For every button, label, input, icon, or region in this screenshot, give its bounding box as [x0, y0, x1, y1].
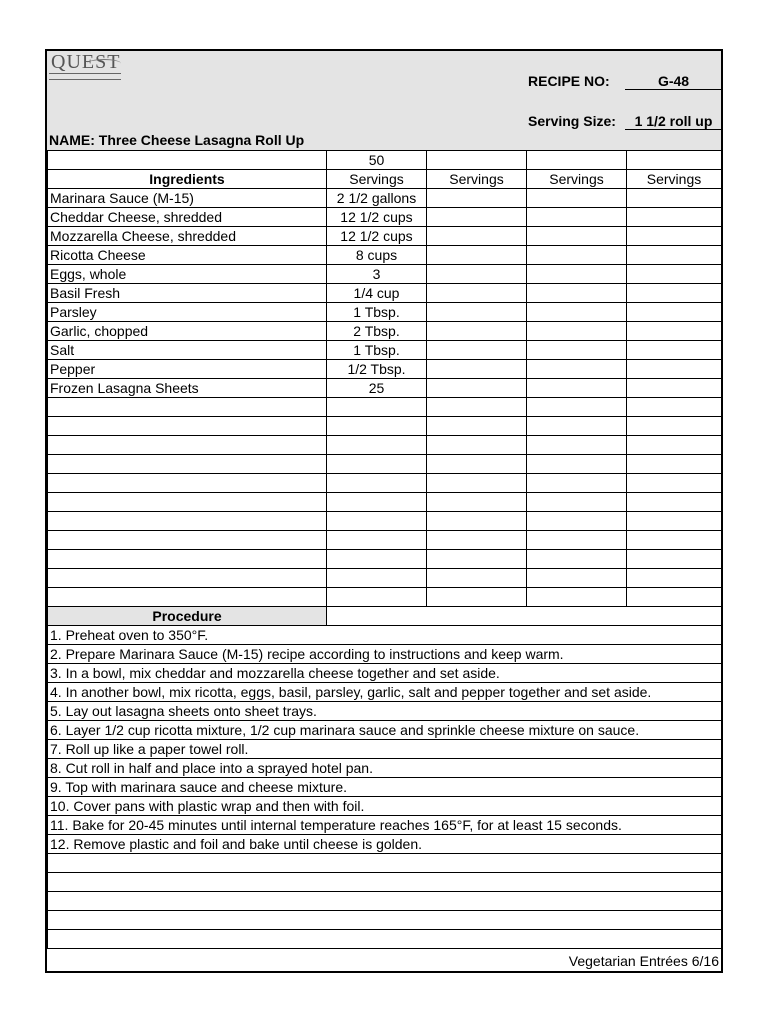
empty-cell [327, 512, 427, 531]
ingredient-row [48, 227, 722, 246]
empty-cell [48, 911, 722, 930]
procedure-step-row [48, 645, 722, 664]
recipe-no-value: G-48 [625, 73, 722, 90]
empty-cell [627, 569, 722, 588]
empty-cell [627, 398, 722, 417]
ingredient-amount: 1 Tbsp. [327, 341, 427, 360]
ingredient-amount: 12 1/2 cups [327, 227, 427, 246]
empty-cell [48, 512, 327, 531]
empty-cell [627, 303, 722, 322]
servings-header: Servings [427, 170, 527, 189]
empty-cell [627, 455, 722, 474]
empty-cell [527, 246, 627, 265]
blank-row [48, 474, 722, 493]
empty-cell [427, 493, 527, 512]
empty-cell [327, 474, 427, 493]
ingredient-name: Ricotta Cheese [48, 246, 327, 265]
ingredient-name: Pepper [48, 360, 327, 379]
empty-cell [427, 531, 527, 550]
ingredient-row [48, 379, 722, 398]
empty-cell [627, 417, 722, 436]
blank-row [48, 436, 722, 455]
empty-cell [427, 569, 527, 588]
empty-cell [427, 189, 527, 208]
empty-cell [627, 265, 722, 284]
empty-cell [427, 151, 527, 170]
empty-cell [48, 531, 327, 550]
empty-cell [327, 607, 722, 626]
ingredient-amount: 2 Tbsp. [327, 322, 427, 341]
procedure-heading-row [48, 607, 722, 626]
empty-cell [527, 265, 627, 284]
empty-cell [627, 531, 722, 550]
footer-label: Vegetarian Entrées 6/16 [568, 953, 719, 969]
ingredient-row [48, 303, 722, 322]
serving-size-label: Serving Size: [528, 113, 616, 129]
empty-cell [327, 531, 427, 550]
ingredient-name: Eggs, whole [48, 265, 327, 284]
empty-cell [527, 322, 627, 341]
ingredient-row [48, 246, 722, 265]
blank-row [48, 398, 722, 417]
ingredient-name: Basil Fresh [48, 284, 327, 303]
ingredient-amount: 1/4 cup [327, 284, 427, 303]
empty-cell [427, 512, 527, 531]
recipe-name [49, 132, 304, 148]
empty-cell [627, 512, 722, 531]
recipe-header [47, 51, 721, 150]
ingredient-row [48, 322, 722, 341]
empty-cell [427, 322, 527, 341]
empty-cell [527, 512, 627, 531]
empty-cell [427, 341, 527, 360]
ingredient-amount: 8 cups [327, 246, 427, 265]
ingredient-amount: 25 [327, 379, 427, 398]
ingredient-amount: 1 Tbsp. [327, 303, 427, 322]
empty-cell [48, 930, 722, 949]
empty-cell [527, 493, 627, 512]
empty-cell [527, 360, 627, 379]
empty-cell [327, 455, 427, 474]
procedure-step-row [48, 778, 722, 797]
ingredient-name: Cheddar Cheese, shredded [48, 208, 327, 227]
procedure-step: 8. Cut roll in half and place into a sprayed hotel pan. [48, 759, 722, 778]
empty-cell [327, 588, 427, 607]
empty-cell [427, 436, 527, 455]
ingredient-row [48, 284, 722, 303]
procedure-step-row [48, 702, 722, 721]
procedure-step-row [48, 759, 722, 778]
ingredient-row [48, 265, 722, 284]
empty-cell [627, 189, 722, 208]
empty-cell [48, 569, 327, 588]
recipe-no-label: RECIPE NO: [528, 73, 610, 89]
empty-cell [527, 303, 627, 322]
servings-header: Servings [527, 170, 627, 189]
empty-cell [627, 208, 722, 227]
procedure-step-row [48, 835, 722, 854]
ingredient-name: Frozen Lasagna Sheets [48, 379, 327, 398]
procedure-step: 6. Layer 1/2 cup ricotta mixture, 1/2 cup marinara sauce and sprinkle cheese mixture on sauce. [48, 721, 722, 740]
ingredient-row [48, 341, 722, 360]
ingredient-name: Salt [48, 341, 327, 360]
empty-cell [427, 246, 527, 265]
empty-cell [48, 588, 327, 607]
procedure-step-row [48, 797, 722, 816]
empty-cell [427, 417, 527, 436]
ingredient-name: Parsley [48, 303, 327, 322]
blank-row [48, 512, 722, 531]
servings-header: Servings [627, 170, 722, 189]
empty-cell [627, 227, 722, 246]
ingredient-row [48, 208, 722, 227]
ingredient-row [48, 360, 722, 379]
ingredient-row [48, 189, 722, 208]
procedure-step: 5. Lay out lasagna sheets onto sheet trays. [48, 702, 722, 721]
empty-cell [627, 436, 722, 455]
empty-cell [48, 436, 327, 455]
empty-cell [527, 379, 627, 398]
empty-cell [427, 379, 527, 398]
empty-cell [527, 569, 627, 588]
empty-cell [48, 398, 327, 417]
empty-cell [527, 341, 627, 360]
servings-count: 50 [327, 151, 427, 170]
empty-cell [48, 854, 722, 873]
procedure-step: 10. Cover pans with plastic wrap and then with foil. [48, 797, 722, 816]
ingredient-amount: 3 [327, 265, 427, 284]
empty-cell [427, 588, 527, 607]
empty-cell [527, 189, 627, 208]
procedure-step-row [48, 626, 722, 645]
ingredient-name: Mozzarella Cheese, shredded [48, 227, 327, 246]
procedure-step: 1. Preheat oven to 350°F. [48, 626, 722, 645]
procedure-step-row [48, 721, 722, 740]
empty-cell [427, 284, 527, 303]
empty-cell [527, 550, 627, 569]
empty-cell [527, 227, 627, 246]
empty-cell [527, 436, 627, 455]
column-header-row [48, 170, 722, 189]
procedure-step: 12. Remove plastic and foil and bake until cheese is golden. [48, 835, 722, 854]
empty-cell [527, 474, 627, 493]
logo-text: QUEST [51, 51, 121, 73]
ingredient-amount: 2 1/2 gallons [327, 189, 427, 208]
empty-cell [627, 246, 722, 265]
blank-row [48, 417, 722, 436]
empty-cell [427, 550, 527, 569]
empty-cell [427, 227, 527, 246]
empty-cell [527, 151, 627, 170]
procedure-step-row [48, 683, 722, 702]
recipe-sheet [45, 49, 723, 973]
empty-cell [427, 265, 527, 284]
ingredient-amount: 12 1/2 cups [327, 208, 427, 227]
procedure-step-row [48, 664, 722, 683]
empty-cell [327, 417, 427, 436]
empty-cell [48, 493, 327, 512]
empty-cell [627, 322, 722, 341]
empty-cell [48, 455, 327, 474]
procedure-step: 4. In another bowl, mix ricotta, eggs, basil, parsley, garlic, salt and pepper together and set aside. [48, 683, 722, 702]
empty-cell [527, 208, 627, 227]
empty-cell [48, 474, 327, 493]
empty-cell [627, 360, 722, 379]
blank-row [48, 550, 722, 569]
blank-row [48, 455, 722, 474]
ingredient-name: Garlic, chopped [48, 322, 327, 341]
blank-step-row [48, 854, 722, 873]
empty-cell [627, 550, 722, 569]
empty-cell [627, 379, 722, 398]
servings-header: Servings [327, 170, 427, 189]
procedure-step: 3. In a bowl, mix cheddar and mozzarella cheese together and set aside. [48, 664, 722, 683]
blank-step-row [48, 873, 722, 892]
name-label: NAME: [49, 132, 95, 148]
ingredient-name: Marinara Sauce (M-15) [48, 189, 327, 208]
empty-cell [527, 531, 627, 550]
empty-cell [48, 873, 722, 892]
empty-cell [527, 417, 627, 436]
empty-cell [427, 303, 527, 322]
empty-cell [627, 493, 722, 512]
empty-cell [327, 550, 427, 569]
empty-cell [327, 569, 427, 588]
procedure-step: 9. Top with marinara sauce and cheese mixture. [48, 778, 722, 797]
procedure-heading: Procedure [48, 607, 327, 626]
blank-row [48, 531, 722, 550]
blank-step-row [48, 911, 722, 930]
name-value: Three Cheese Lasagna Roll Up [98, 132, 305, 148]
procedure-step: 7. Roll up like a paper towel roll. [48, 740, 722, 759]
empty-cell [48, 892, 722, 911]
empty-cell [627, 284, 722, 303]
procedure-step: 2. Prepare Marinara Sauce (M-15) recipe according to instructions and keep warm. [48, 645, 722, 664]
procedure-step-row [48, 740, 722, 759]
empty-cell [527, 398, 627, 417]
empty-cell [427, 208, 527, 227]
empty-cell [327, 436, 427, 455]
empty-cell [527, 455, 627, 474]
empty-cell [427, 474, 527, 493]
blank-step-row [48, 930, 722, 949]
blank-row [48, 588, 722, 607]
empty-cell [327, 398, 427, 417]
empty-cell [627, 341, 722, 360]
empty-cell [527, 284, 627, 303]
empty-cell [627, 588, 722, 607]
serving-size-value: 1 1/2 roll up [625, 113, 722, 130]
ingredient-amount: 1/2 Tbsp. [327, 360, 427, 379]
procedure-step: 11. Bake for 20-45 minutes until internal temperature reaches 165°F, for at least 15 seconds. [48, 816, 722, 835]
servings-count-row [48, 151, 722, 170]
empty-cell [327, 493, 427, 512]
empty-cell [48, 550, 327, 569]
empty-cell [48, 417, 327, 436]
empty-cell [627, 151, 722, 170]
blank-step-row [48, 892, 722, 911]
procedure-step-row [48, 816, 722, 835]
empty-cell [627, 474, 722, 493]
ingredients-header: Ingredients [48, 170, 327, 189]
recipe-table [47, 150, 722, 949]
blank-row [48, 569, 722, 588]
empty-cell [427, 455, 527, 474]
empty-cell [427, 360, 527, 379]
empty-cell [48, 151, 327, 170]
blank-row [48, 493, 722, 512]
empty-cell [427, 398, 527, 417]
quest-logo [49, 53, 121, 87]
empty-cell [527, 588, 627, 607]
